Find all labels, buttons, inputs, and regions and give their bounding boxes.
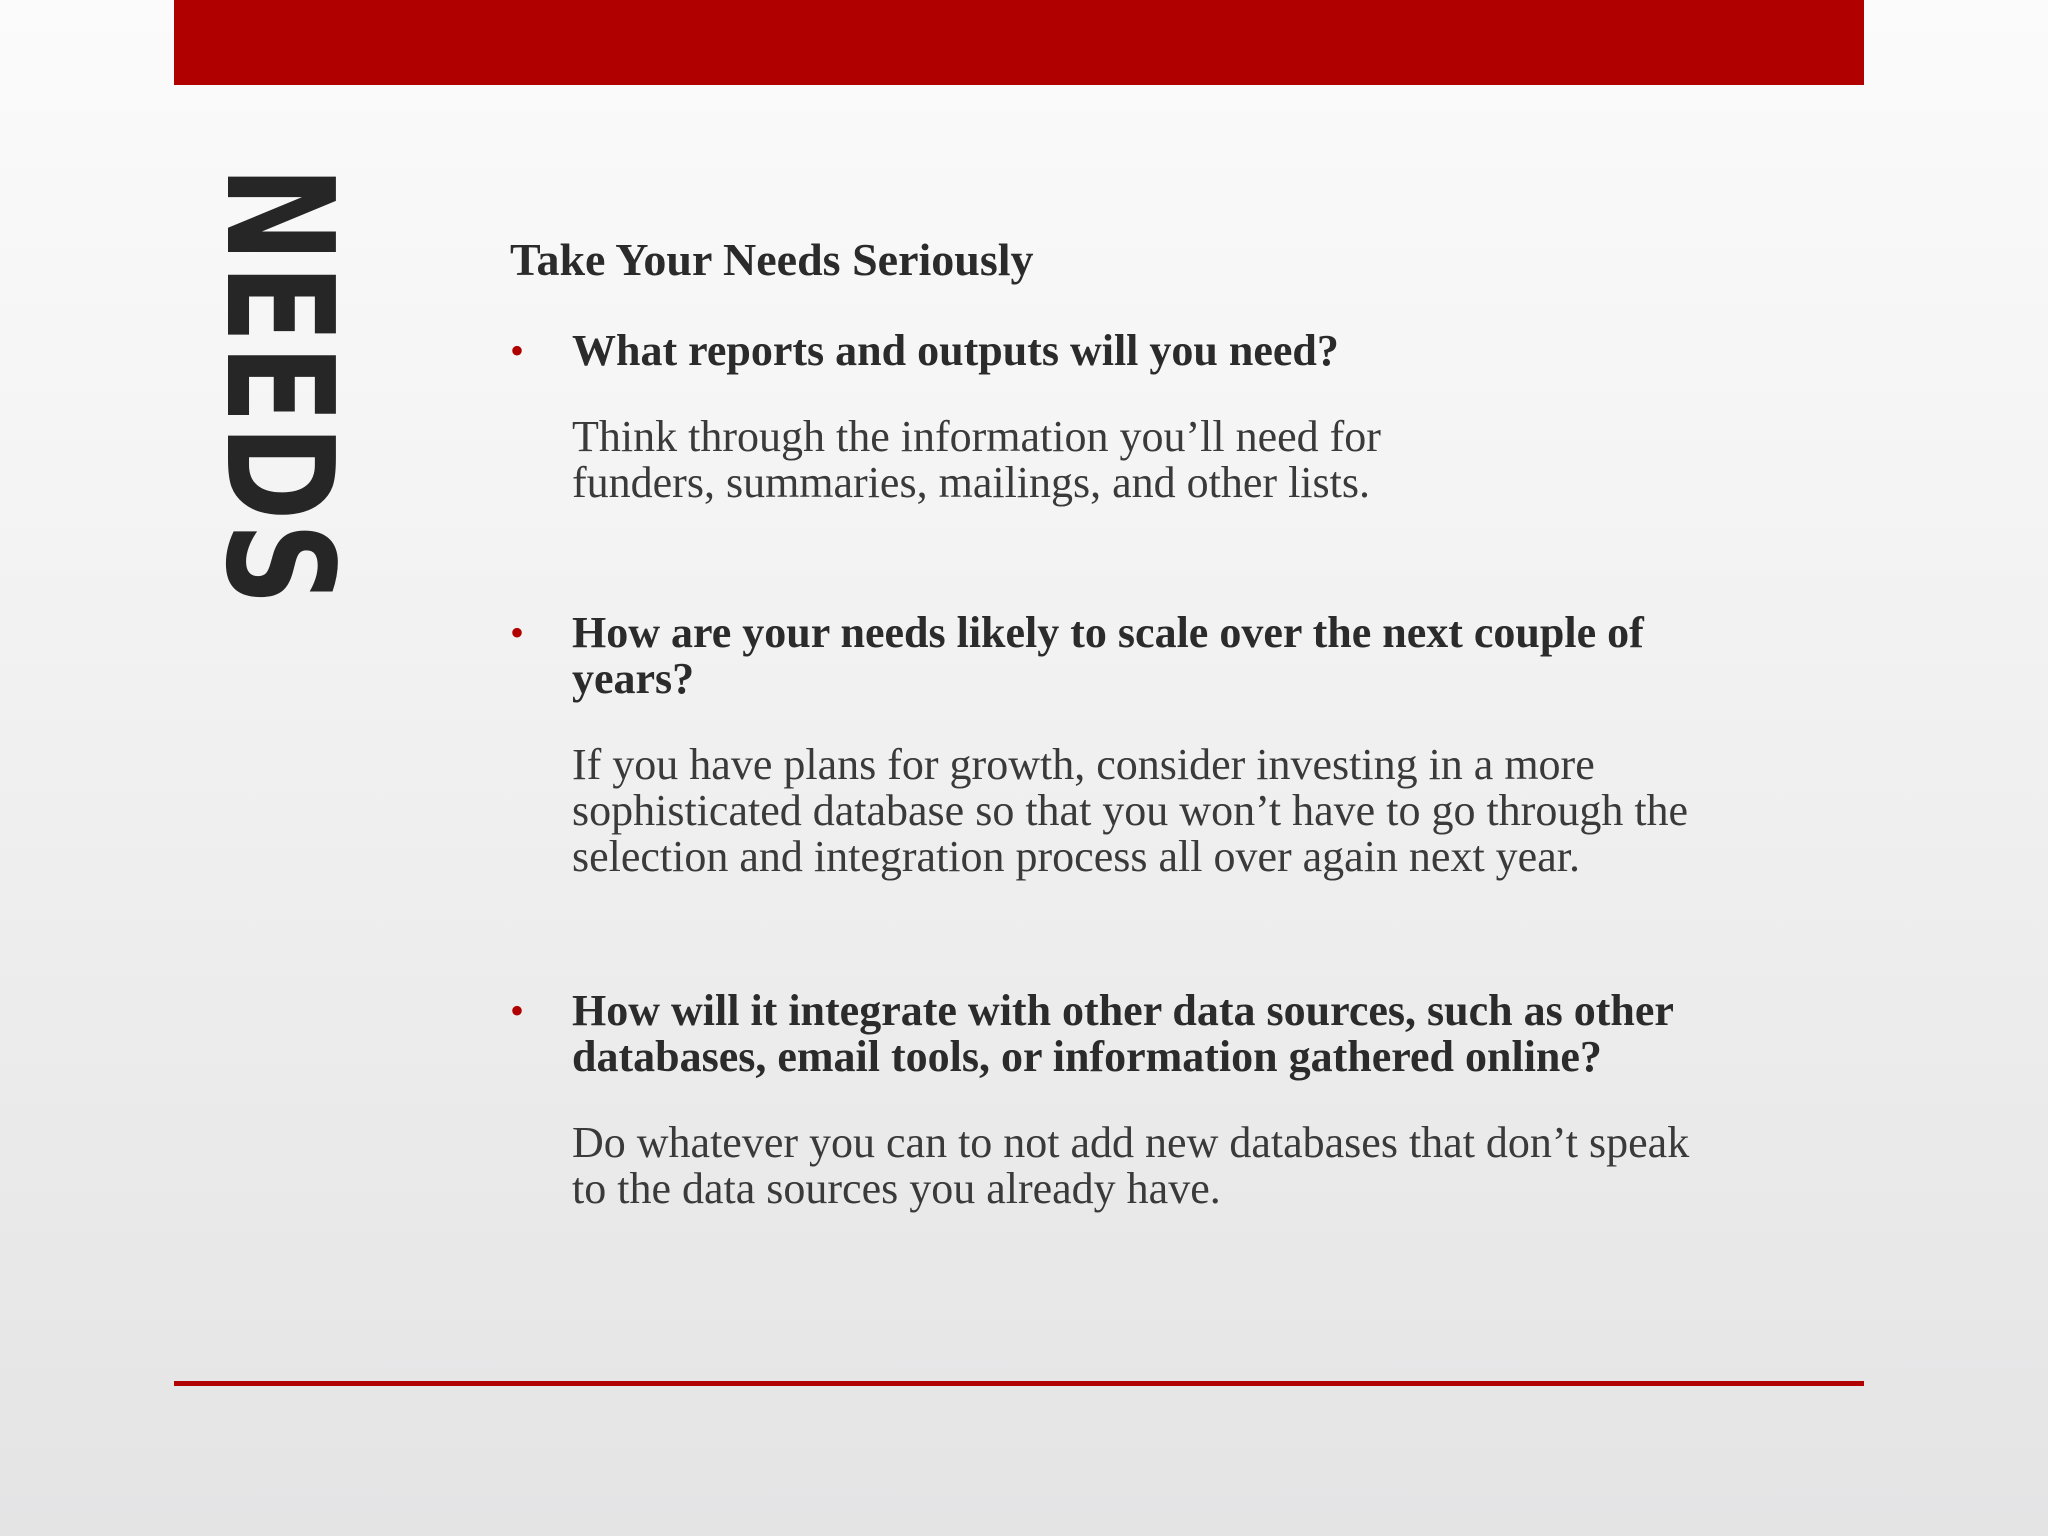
bullet-icon: •	[510, 328, 525, 373]
question-line: databases, email tools, or information gathered online?	[572, 1032, 1602, 1081]
bullet-answer	[572, 414, 1840, 506]
bullet-item	[510, 988, 1840, 1212]
question-line: How will it integrate with other data sources, such as other	[572, 986, 1674, 1035]
answer-line: Think through the information you’ll need for	[572, 412, 1381, 461]
bullet-answer	[572, 1120, 1840, 1212]
bullet-question	[572, 610, 1840, 702]
bullet-icon: •	[510, 610, 525, 655]
answer-line: selection and integration process all over again next year.	[572, 832, 1580, 881]
question-line: years?	[572, 654, 695, 703]
answer-line: funders, summaries, mailings, and other lists.	[572, 458, 1370, 507]
bullet-question	[572, 988, 1840, 1080]
vertical-section-title: NEEDS	[193, 166, 365, 608]
bullet-item	[510, 328, 1840, 506]
bullet-question: What reports and outputs will you need?	[572, 326, 1339, 375]
answer-line: If you have plans for growth, consider investing in a more	[572, 740, 1595, 789]
bullet-icon: •	[510, 988, 525, 1033]
top-accent-bar	[174, 0, 1864, 85]
question-line: How are your needs likely to scale over the next couple of	[572, 608, 1644, 657]
slide-subtitle: Take Your Needs Seriously	[510, 234, 1034, 285]
slide-content	[510, 232, 1840, 1212]
bullet-answer	[572, 742, 1840, 880]
answer-line: Do whatever you can to not add new databases that don’t speak	[572, 1118, 1690, 1167]
bullet-item	[510, 610, 1840, 880]
answer-line: sophisticated database so that you won’t have to go through the	[572, 786, 1689, 835]
bottom-accent-rule	[174, 1381, 1864, 1386]
answer-line: to the data sources you already have.	[572, 1164, 1221, 1213]
